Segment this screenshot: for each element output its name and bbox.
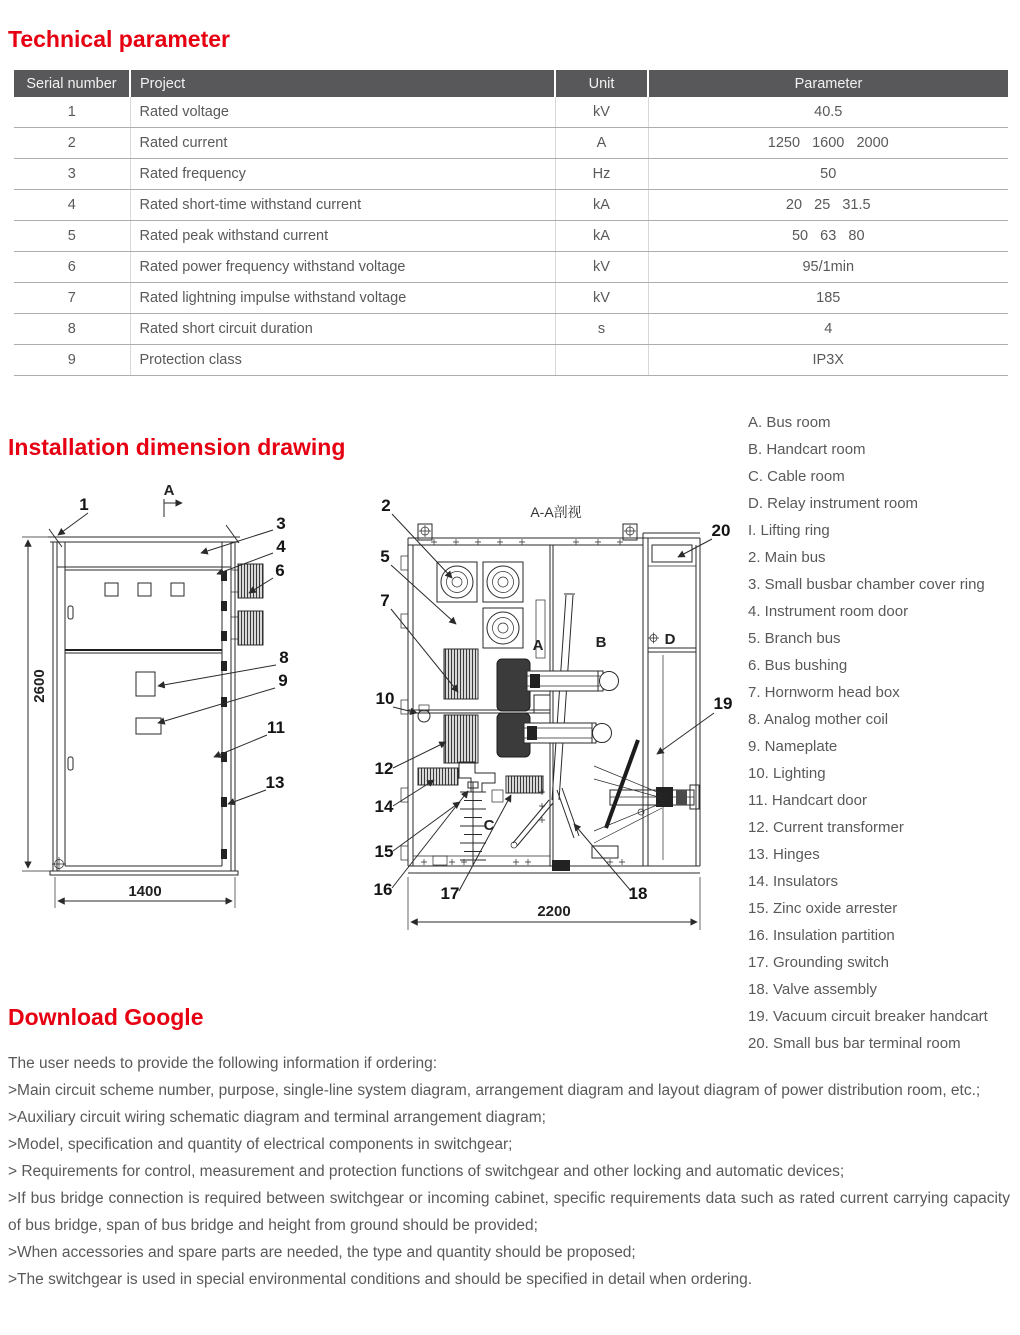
cell-parameter: 50 63 80 bbox=[648, 221, 1008, 252]
table-row bbox=[14, 252, 1008, 283]
svg-text:5: 5 bbox=[380, 547, 390, 566]
legend-item: D. Relay instrument room bbox=[748, 495, 919, 512]
svg-text:17: 17 bbox=[440, 884, 460, 903]
legend-item: 18. Valve assembly bbox=[748, 981, 877, 998]
legend-item: 5. Branch bus bbox=[748, 630, 841, 647]
cell-parameter: 50 bbox=[648, 159, 1008, 190]
legend-item: 15. Zinc oxide arrester bbox=[748, 900, 898, 917]
cabinet-roof bbox=[48, 525, 240, 547]
cell-parameter: 40.5 bbox=[648, 97, 1008, 128]
legend-item: 13. Hinges bbox=[748, 846, 820, 863]
bus-bushings bbox=[231, 564, 263, 645]
legend-item: I. Lifting ring bbox=[748, 522, 830, 539]
svg-text:19: 19 bbox=[713, 694, 733, 713]
legend-item: 3. Small busbar chamber cover ring bbox=[748, 576, 985, 593]
relay-instrument-room bbox=[643, 533, 700, 866]
cell-unit: kV bbox=[555, 252, 648, 283]
ordering-information bbox=[8, 1050, 1010, 1293]
ordering-item: >When accessories and spare parts are needed, the type and quantity should be proposed; bbox=[8, 1244, 636, 1261]
cell-parameter: 95/1min bbox=[648, 252, 1008, 283]
legend-item: C. Cable room bbox=[748, 468, 845, 485]
svg-text:14: 14 bbox=[374, 797, 394, 816]
cell-unit: kV bbox=[555, 283, 648, 314]
cell-unit: A bbox=[555, 128, 648, 159]
ordering-item: >Main circuit scheme number, purpose, single-line system diagram, arrangement diagram and layout diagram of power distribution room, etc.; bbox=[8, 1082, 981, 1099]
cell-project: Rated short circuit duration bbox=[130, 314, 555, 345]
cell-parameter: 20 25 31.5 bbox=[648, 190, 1008, 221]
ordering-item: >The switchgear is used in special environmental conditions and should be specified in detail when ordering. bbox=[8, 1271, 753, 1288]
cell-project: Rated lightning impulse withstand voltage bbox=[130, 283, 555, 314]
legend-item: A. Bus room bbox=[748, 414, 831, 431]
svg-text:7: 7 bbox=[380, 591, 390, 610]
nameplate-rect bbox=[136, 672, 155, 696]
col-unit: Unit bbox=[555, 70, 648, 97]
parts-legend bbox=[748, 409, 1016, 1057]
legend-item: 16. Insulation partition bbox=[748, 927, 895, 944]
col-parameter: Parameter bbox=[648, 70, 1008, 97]
svg-text:10: 10 bbox=[375, 689, 395, 708]
cell-serial: 5 bbox=[14, 221, 130, 252]
dimension-width bbox=[55, 877, 235, 908]
cell-serial: 3 bbox=[14, 159, 130, 190]
main-bus-flanges bbox=[437, 562, 545, 658]
cell-unit: s bbox=[555, 314, 648, 345]
legend-item: 8. Analog mother coil bbox=[748, 711, 889, 728]
legend-item: 17. Grounding switch bbox=[748, 954, 889, 971]
handcart-mechanism bbox=[539, 740, 699, 858]
table-row bbox=[14, 221, 1008, 252]
legend-item: 11. Handcart door bbox=[748, 792, 867, 809]
table-row bbox=[14, 314, 1008, 345]
cell-serial: 4 bbox=[14, 190, 130, 221]
cell-project: Rated short-time withstand current bbox=[130, 190, 555, 221]
table-row bbox=[14, 283, 1008, 314]
lifting-lugs bbox=[418, 524, 637, 545]
cell-unit: kA bbox=[555, 190, 648, 221]
current-transformers bbox=[444, 649, 478, 763]
section-heading-technical-parameter: Technical parameter bbox=[8, 26, 231, 52]
cell-project: Rated voltage bbox=[130, 97, 555, 128]
svg-text:11: 11 bbox=[267, 718, 285, 737]
cell-parameter: 4 bbox=[648, 314, 1008, 345]
door-handle bbox=[68, 606, 73, 619]
cell-project: Rated power frequency withstand voltage bbox=[130, 252, 555, 283]
legend-item: 20. Small bus bar terminal room bbox=[748, 1035, 961, 1052]
col-project: Project bbox=[130, 70, 555, 97]
cell-serial: 9 bbox=[14, 345, 130, 376]
svg-text:9: 9 bbox=[278, 671, 288, 690]
svg-text:1400: 1400 bbox=[128, 883, 162, 900]
cell-serial: 6 bbox=[14, 252, 130, 283]
svg-text:20: 20 bbox=[711, 521, 731, 540]
ordering-item: >If bus bridge connection is required between switchgear or incoming cabinet, specific requirements data such as rated current carrying capacity of bus bridge, span of bus bridge and height from ground should be provided; bbox=[8, 1190, 1010, 1234]
svg-text:2600: 2600 bbox=[31, 669, 48, 703]
section-heading-installation-drawing: Installation dimension drawing bbox=[8, 434, 346, 460]
room-label-d: D bbox=[664, 631, 676, 648]
cell-parameter: IP3X bbox=[648, 345, 1008, 376]
cabinet-body bbox=[50, 542, 238, 875]
section-heading-download: Download Google bbox=[8, 1004, 204, 1030]
cell-serial: 1 bbox=[14, 97, 130, 128]
door-handle bbox=[68, 757, 73, 770]
section-view-title: A-A剖视 bbox=[530, 504, 582, 520]
small-busbar-terminal-box bbox=[652, 545, 692, 562]
cell-parameter: 1250 1600 2000 bbox=[648, 128, 1008, 159]
anchor-mark bbox=[52, 857, 66, 871]
section-cut-label: A bbox=[163, 482, 175, 499]
legend-item: 12. Current transformer bbox=[748, 819, 904, 836]
instrument-door-windows bbox=[105, 583, 184, 596]
ordering-item: >Auxiliary circuit wiring schematic diagram and terminal arrangement diagram; bbox=[8, 1109, 546, 1126]
cell-project: Rated frequency bbox=[130, 159, 555, 190]
cell-project: Rated peak withstand current bbox=[130, 221, 555, 252]
svg-text:18: 18 bbox=[628, 884, 648, 903]
technical-parameter-table bbox=[14, 70, 1008, 376]
front-view-drawing bbox=[0, 478, 350, 960]
cell-unit bbox=[555, 345, 648, 376]
table-row bbox=[14, 345, 1008, 376]
legend-item: 14. Insulators bbox=[748, 873, 839, 890]
room-label-c: C bbox=[483, 817, 495, 834]
svg-text:16: 16 bbox=[373, 880, 393, 899]
svg-text:2200: 2200 bbox=[537, 903, 571, 920]
ordering-intro: The user needs to provide the following information if ordering: bbox=[8, 1055, 438, 1072]
svg-text:6: 6 bbox=[275, 561, 285, 580]
svg-text:4: 4 bbox=[276, 537, 286, 556]
cell-project: Protection class bbox=[130, 345, 555, 376]
legend-item: 10. Lighting bbox=[748, 765, 826, 782]
table-row bbox=[14, 190, 1008, 221]
svg-text:2: 2 bbox=[381, 496, 391, 515]
svg-text:13: 13 bbox=[265, 773, 285, 792]
svg-text:15: 15 bbox=[374, 842, 394, 861]
col-serial-number: Serial number bbox=[14, 70, 130, 97]
legend-item: 2. Main bus bbox=[748, 549, 826, 566]
cell-serial: 2 bbox=[14, 128, 130, 159]
legend-item: B. Handcart room bbox=[748, 441, 866, 458]
table-row bbox=[14, 128, 1008, 159]
cell-unit: Hz bbox=[555, 159, 648, 190]
svg-text:12: 12 bbox=[374, 759, 394, 778]
legend-item: 4. Instrument room door bbox=[748, 603, 909, 620]
cell-serial: 7 bbox=[14, 283, 130, 314]
room-label-b: B bbox=[595, 634, 607, 651]
lighting-lamp bbox=[418, 710, 430, 722]
room-label-a: A bbox=[532, 637, 544, 654]
ordering-item: >Model, specification and quantity of electrical components in switchgear; bbox=[8, 1136, 513, 1153]
svg-text:1: 1 bbox=[79, 495, 89, 514]
nameplate-rect bbox=[136, 718, 161, 734]
svg-text:3: 3 bbox=[276, 514, 286, 533]
cell-serial: 8 bbox=[14, 314, 130, 345]
cell-unit: kV bbox=[555, 97, 648, 128]
cell-parameter: 185 bbox=[648, 283, 1008, 314]
cell-unit: kA bbox=[555, 221, 648, 252]
section-view-drawing bbox=[360, 490, 745, 935]
table-header-row bbox=[14, 70, 1008, 97]
legend-item: 19. Vacuum circuit breaker handcart bbox=[748, 1008, 988, 1025]
table-row bbox=[14, 159, 1008, 190]
table-row bbox=[14, 97, 1008, 128]
legend-item: 9. Nameplate bbox=[748, 738, 838, 755]
cell-project: Rated current bbox=[130, 128, 555, 159]
legend-item: 7. Hornworm head box bbox=[748, 684, 900, 701]
dimension-height bbox=[22, 537, 50, 871]
ordering-item: > Requirements for control, measurement and protection functions of switchgear and other locking and automatic devices; bbox=[8, 1163, 845, 1180]
legend-item: 6. Bus bushing bbox=[748, 657, 848, 674]
svg-text:8: 8 bbox=[279, 648, 289, 667]
breaker-poles bbox=[497, 659, 619, 757]
